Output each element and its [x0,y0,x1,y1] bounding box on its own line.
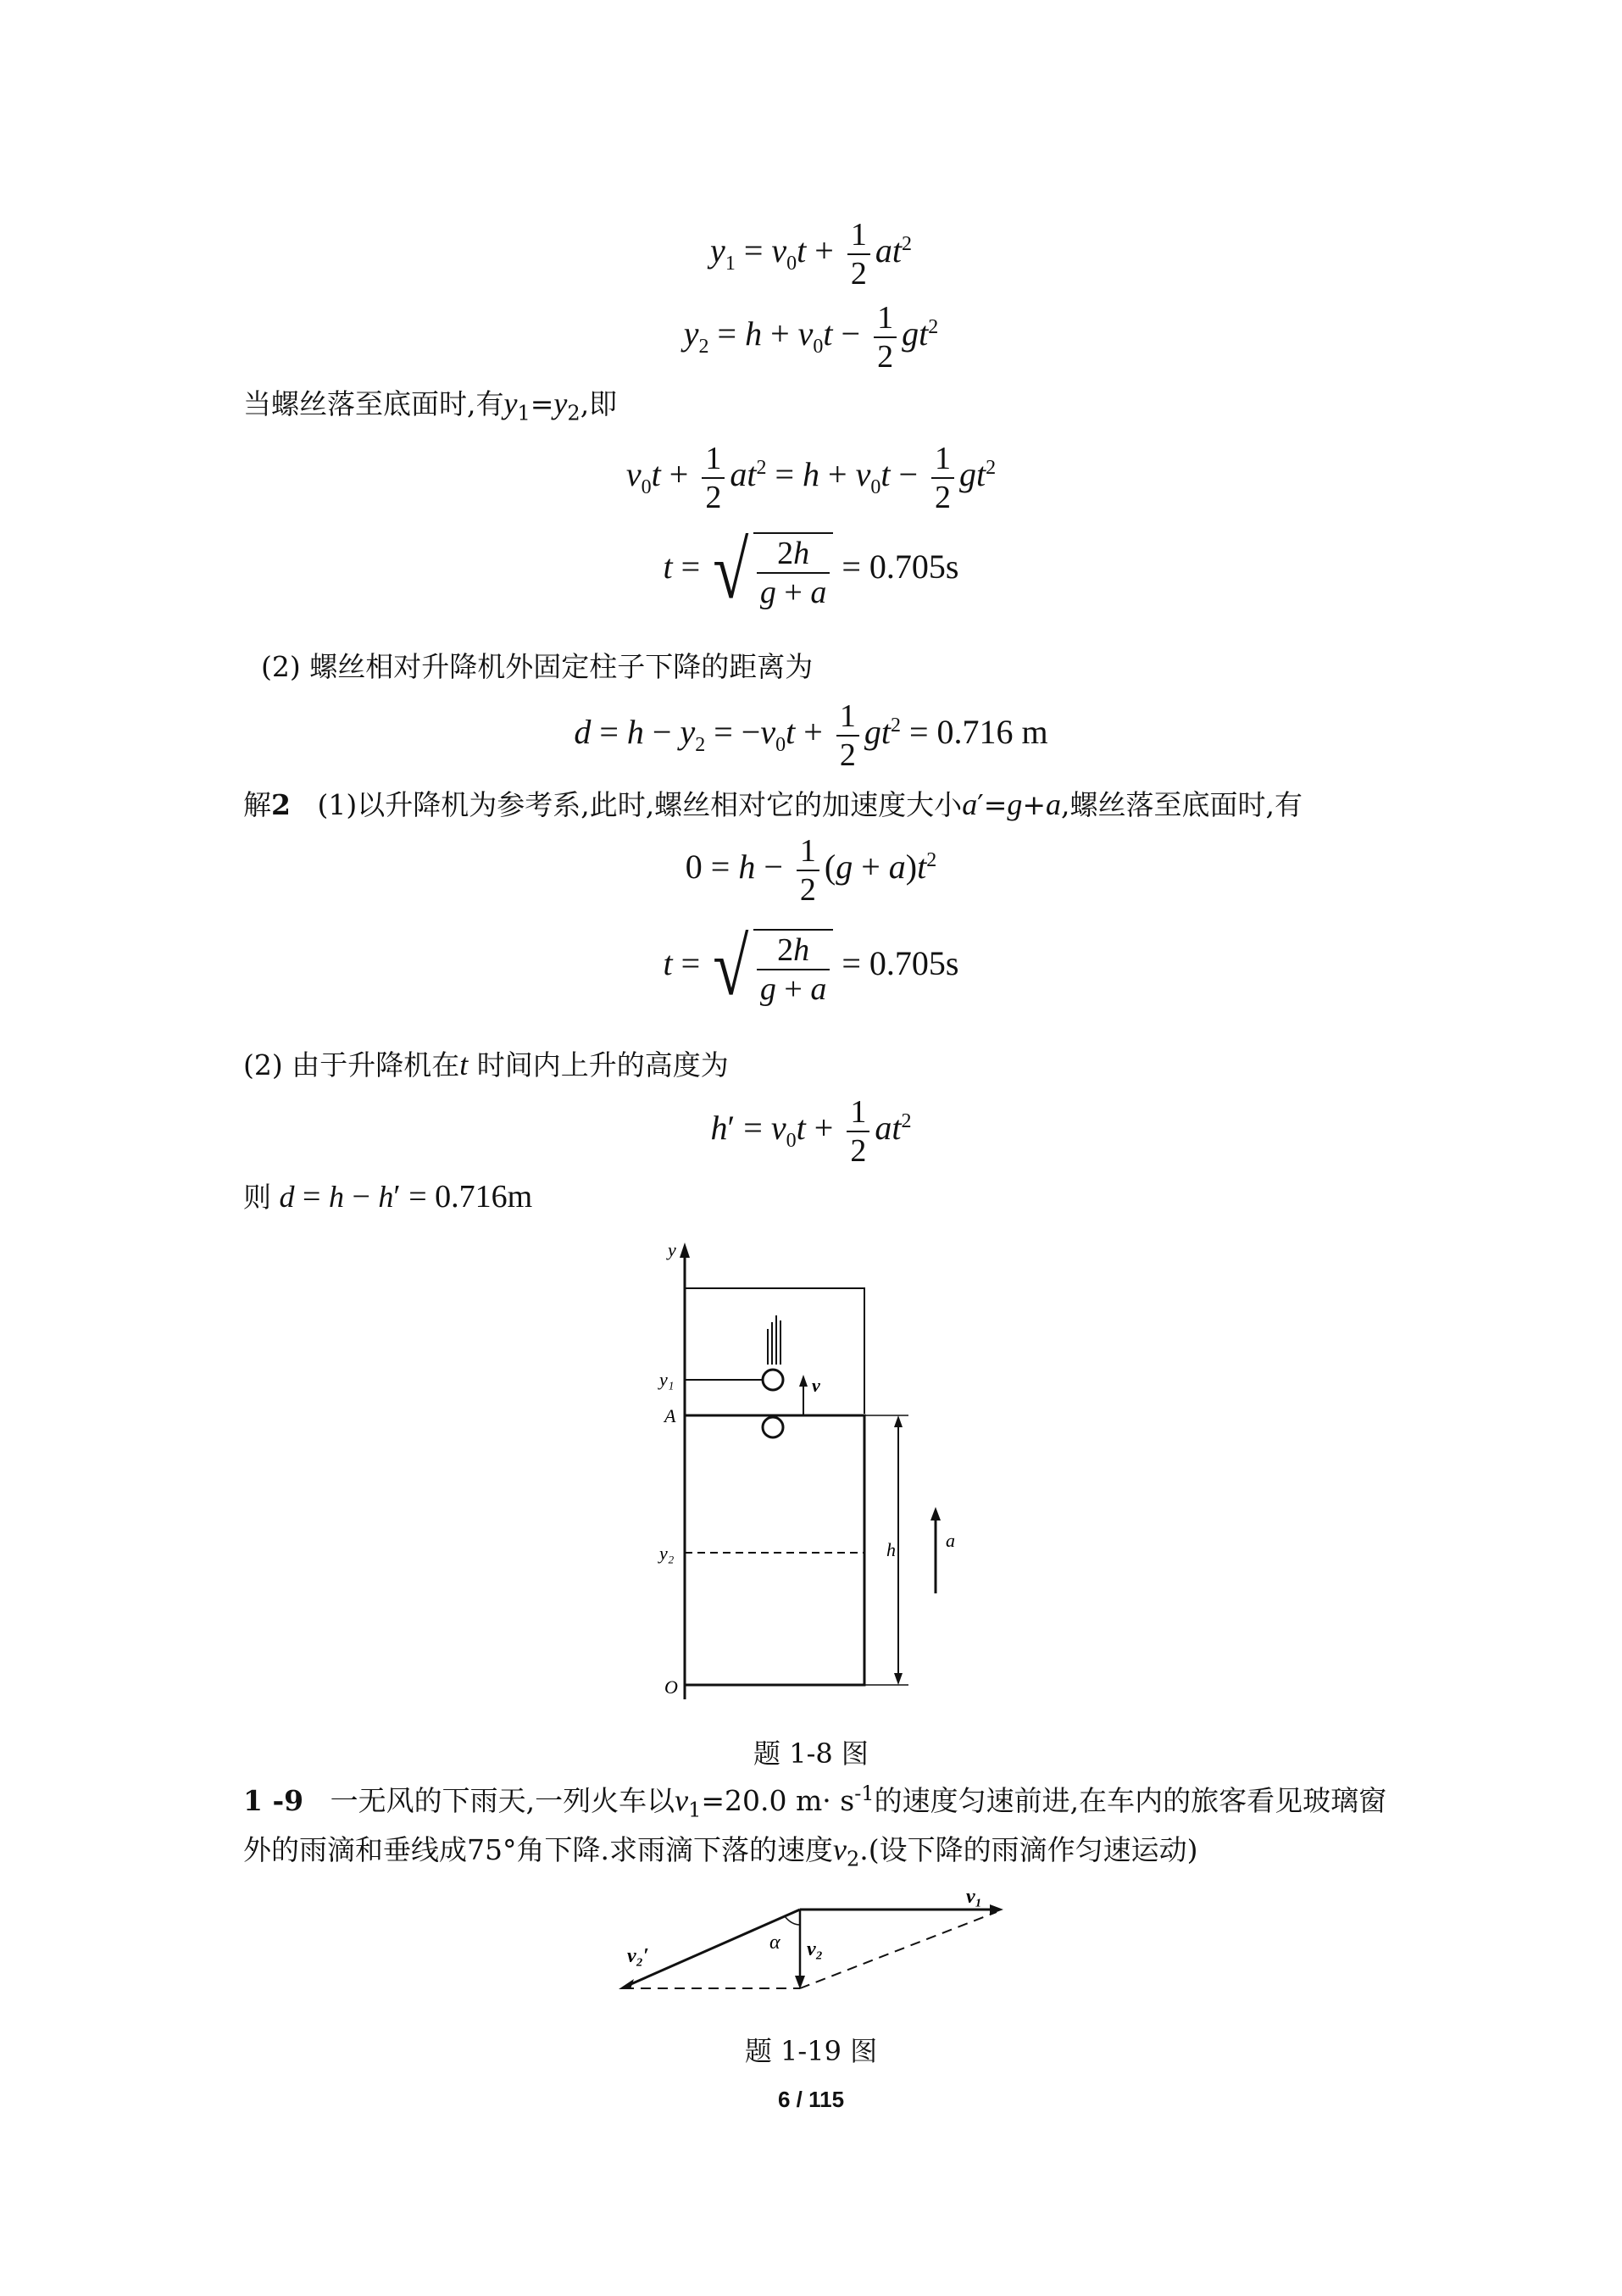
y-axis-arrow [680,1243,690,1258]
equation-time-result-2: t = √ $\frac{2h}{g + a}$ = 0.705s [663,921,959,1012]
equation-h-prime: $h' = v_0t$ + $\frac{1}{2}$ $at^2$ [710,1094,912,1169]
paragraph-rise-height: (2) 由于升降机在t 时间内上升的高度为 [243,1048,729,1081]
height-label: h [886,1539,896,1560]
paragraph-final-distance: 则 d = h − h′ = 0.716m [243,1179,533,1215]
velocity-diagram [612,1886,1010,1996]
equation-time-result-1: t = √ $\frac{2h}{g + a}$ = 0.705s [663,525,959,615]
screw-initial [763,1417,783,1437]
outer-frame [685,1288,864,1414]
page-number: 6 / 115 [777,2087,845,2112]
problem-1-9-line1: 1 -9 一无风的下雨天,一列火车以$v_1=20.0$ $m\cdot s^{-1}$的速度匀速前进,在车内的旅客看见玻璃窗 [243,1782,1387,1822]
velocity-arrow-head [799,1375,808,1387]
paragraph-condition: 当螺丝落至底面时,有$y_1=y_2$,即 [243,386,618,425]
v2-label: v₂ [807,1938,824,1960]
equation-equal-heights: $v_0t$ + $\frac{1}{2}$ $at^2 = h + v_0t$ − $\frac{1}{2}$ $gt^2$ [625,441,997,515]
v1-label: v₁ [966,1886,983,1908]
figure-1-19-caption: 题 1-19 图 [744,2035,878,2067]
alpha-label: α [769,1932,780,1954]
elevator-box [685,1415,864,1685]
equation-y2: $y_2 = h + v_0t$ − $\frac{1}{2}$ $gt^2$ [683,300,939,375]
v2-prime-label: v₂′ [627,1945,649,1967]
point-a-label: A [664,1405,676,1426]
acceleration-label: a [946,1530,955,1551]
figure-1-8-caption: 题 1-8 图 [753,1737,869,1770]
equation-distance: $d = h - y_2 = -v_0t$ + $\frac{1}{2}$ $gt^2 = 0.716$ m [574,698,1048,773]
paragraph-part2: (2) 螺丝相对升降机外固定柱子下降的距离为 [261,650,814,683]
equation-y1: $y_1 = v_0t$ + $\frac{1}{2}$ $at^2$ [710,217,912,292]
equation-relative-fall: 0 = h − $\frac{1}{2}$ $(g + a)t^2$ [685,833,937,908]
elevator-figure [644,1237,983,1712]
y-axis-label: y [668,1239,676,1260]
paragraph-solution2: 解2 (1)以升降机为参考系,此时,螺丝相对它的加速度大小a′=g+a,螺丝落至底面时,有 [243,787,1303,821]
y1-label: y₁ [659,1369,675,1390]
problem-1-9-line2: 外的雨滴和垂线成75°角下降.求雨滴下落的速度$v_2$.(设下降的雨滴作匀速运动) [243,1832,1198,1871]
origin-label: O [664,1676,678,1698]
velocity-label: v [812,1375,820,1396]
falling-screw [763,1370,783,1390]
dashed-diagonal [800,1912,997,1988]
acceleration-arrow-head [930,1507,941,1520]
alpha-arc [785,1916,800,1925]
motion-streaks [768,1315,780,1365]
y2-label: y₂ [659,1543,675,1564]
